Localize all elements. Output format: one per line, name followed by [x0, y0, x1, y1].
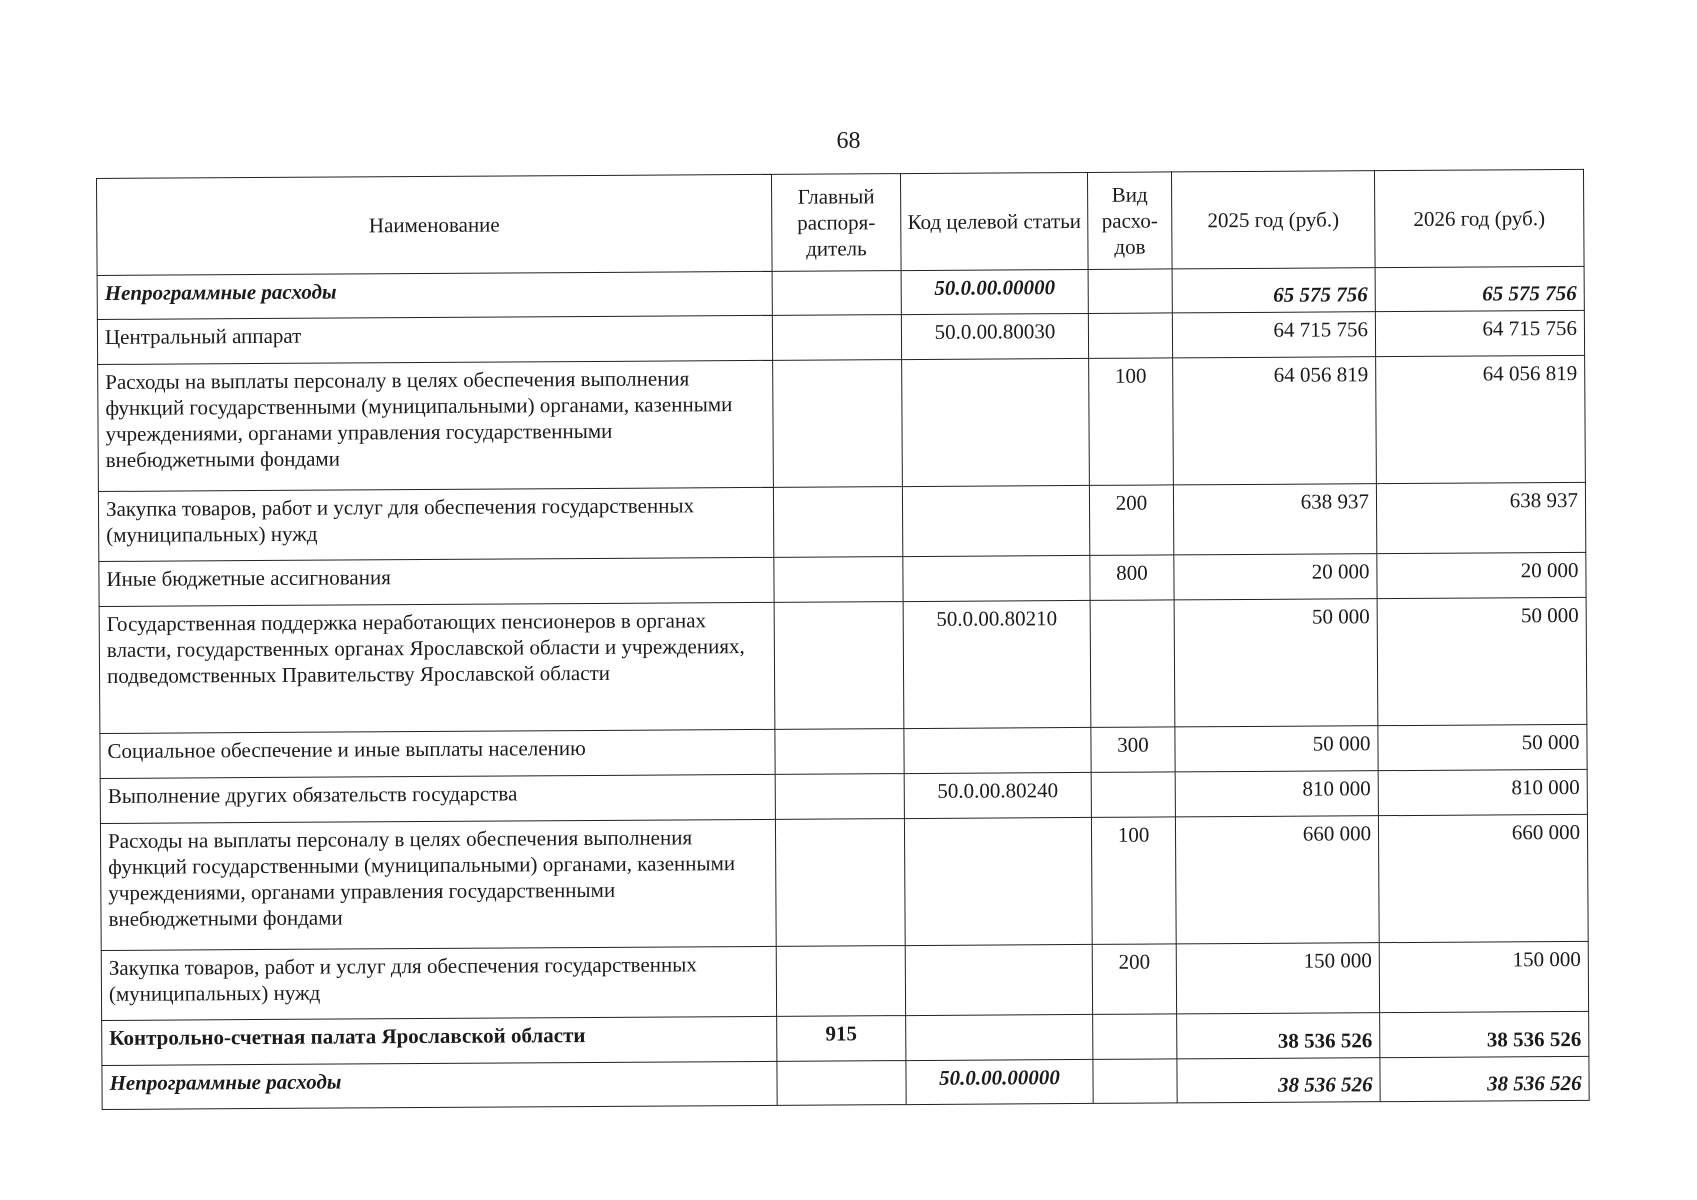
cell-code: 50.0.00.00000 [901, 269, 1088, 314]
cell-2026: 660 000 [1378, 814, 1588, 942]
cell-2026: 65 575 756 [1375, 266, 1584, 311]
cell-2026: 64 056 819 [1376, 355, 1586, 483]
cell-2025: 64 056 819 [1173, 357, 1377, 485]
cell-code [904, 817, 1092, 945]
cell-vid: 300 [1091, 727, 1175, 773]
table-row [99, 597, 1587, 733]
cell-vid [1091, 772, 1175, 818]
cell-vid: 100 [1091, 817, 1176, 945]
cell-glavny [774, 602, 904, 730]
cell-glavny [775, 729, 904, 775]
cell-glavny [772, 315, 901, 361]
header-2026: 2026 год (руб.) [1374, 169, 1584, 267]
cell-2025: 20 000 [1174, 554, 1377, 600]
cell-code [903, 555, 1090, 601]
budget-table [96, 169, 1590, 1110]
cell-name: Иные бюджетные ассигнования [99, 557, 774, 606]
cell-name: Контрольно-счетная палата Ярославской области [102, 1016, 777, 1065]
cell-2025: 38 536 526 [1177, 1013, 1380, 1059]
cell-name: Центральный аппарат [97, 315, 772, 364]
cell-code [902, 358, 1090, 486]
cell-name: Государственная поддержка неработающих пенсионеров в органах власти, государственных органах Ярославской области и учреждениях, подведомственных Правительству Ярославской области [99, 602, 775, 733]
cell-2025: 50 000 [1175, 726, 1378, 772]
cell-2025: 50 000 [1174, 599, 1378, 727]
cell-glavny [775, 774, 904, 820]
header-name: Наименование [97, 174, 773, 275]
cell-glavny [774, 557, 903, 603]
cell-2025: 810 000 [1175, 771, 1378, 817]
cell-2026: 20 000 [1377, 552, 1586, 598]
cell-code [905, 944, 1092, 1015]
cell-vid: 200 [1092, 944, 1176, 1015]
table-row [98, 482, 1585, 561]
cell-code [902, 485, 1089, 556]
cell-vid: 100 [1089, 358, 1174, 486]
table-header-row [97, 169, 1585, 275]
cell-2026: 64 715 756 [1375, 310, 1584, 356]
table-row [100, 814, 1588, 950]
cell-code: 50.0.00.00000 [906, 1059, 1093, 1104]
cell-glavny [775, 819, 905, 947]
cell-glavny: 915 [777, 1016, 906, 1062]
table-row [102, 1056, 1589, 1109]
cell-2026: 810 000 [1378, 769, 1587, 815]
cell-2025: 64 715 756 [1172, 312, 1375, 358]
cell-name: Расходы на выплаты персоналу в целях обеспечения выполнения функций государственными (муниципальными) органами, казенными учреждениями, органами управления государственными внебюджетными фондами [98, 360, 774, 491]
page-number: 68 [836, 128, 861, 154]
table-body [97, 266, 1589, 1109]
cell-glavny [773, 360, 903, 488]
cell-2025: 65 575 756 [1172, 268, 1375, 313]
cell-vid [1088, 269, 1172, 314]
cell-code: 50.0.00.80210 [903, 600, 1091, 728]
cell-code: 50.0.00.80030 [901, 313, 1088, 359]
table-row [98, 355, 1586, 491]
cell-name: Социальное обеспечение и иные выплаты населению [100, 729, 775, 778]
cell-2026: 638 937 [1376, 482, 1585, 553]
cell-name: Закупка товаров, работ и услуг для обеспечения государственных (муниципальных) нужд [98, 487, 773, 561]
header-glavny: Главный распоря- дитель [771, 174, 901, 272]
cell-2026: 50 000 [1378, 724, 1587, 770]
cell-code: 50.0.00.80240 [904, 772, 1091, 818]
cell-2025: 660 000 [1175, 816, 1379, 944]
cell-2026: 38 536 526 [1380, 1056, 1589, 1101]
cell-vid [1093, 1014, 1177, 1060]
cell-code [904, 727, 1091, 773]
cell-2026: 50 000 [1377, 597, 1587, 725]
header-vid: Вид расхо- дов [1087, 172, 1172, 270]
cell-code [906, 1014, 1093, 1060]
cell-vid [1088, 313, 1172, 359]
header-2025: 2025 год (руб.) [1171, 171, 1375, 269]
cell-glavny [772, 271, 901, 316]
cell-glavny [773, 487, 902, 558]
cell-glavny [776, 946, 905, 1017]
cell-2025: 150 000 [1176, 943, 1379, 1014]
cell-name: Расходы на выплаты персоналу в целях обеспечения выполнения функций государственными (муниципальными) органами, казенными учреждениями, органами управления государственными внебюджетными фондами [100, 819, 776, 950]
cell-vid: 800 [1090, 555, 1174, 601]
cell-name: Выполнение других обязательств государства [100, 774, 775, 823]
cell-vid: 200 [1089, 485, 1173, 556]
header-code: Код целевой статьи [900, 172, 1088, 270]
cell-2026: 150 000 [1379, 941, 1588, 1012]
cell-name: Непрограммные расходы [97, 271, 772, 319]
cell-name: Непрограммные расходы [102, 1061, 777, 1109]
cell-2025: 38 536 526 [1177, 1058, 1380, 1103]
cell-2025: 638 937 [1173, 484, 1376, 555]
cell-name: Закупка товаров, работ и услуг для обеспечения государственных (муниципальных) нужд [101, 946, 776, 1020]
cell-vid [1093, 1059, 1177, 1104]
table-row [101, 941, 1588, 1020]
cell-glavny [777, 1061, 906, 1106]
cell-vid [1090, 600, 1175, 728]
cell-2026: 38 536 526 [1380, 1011, 1589, 1057]
